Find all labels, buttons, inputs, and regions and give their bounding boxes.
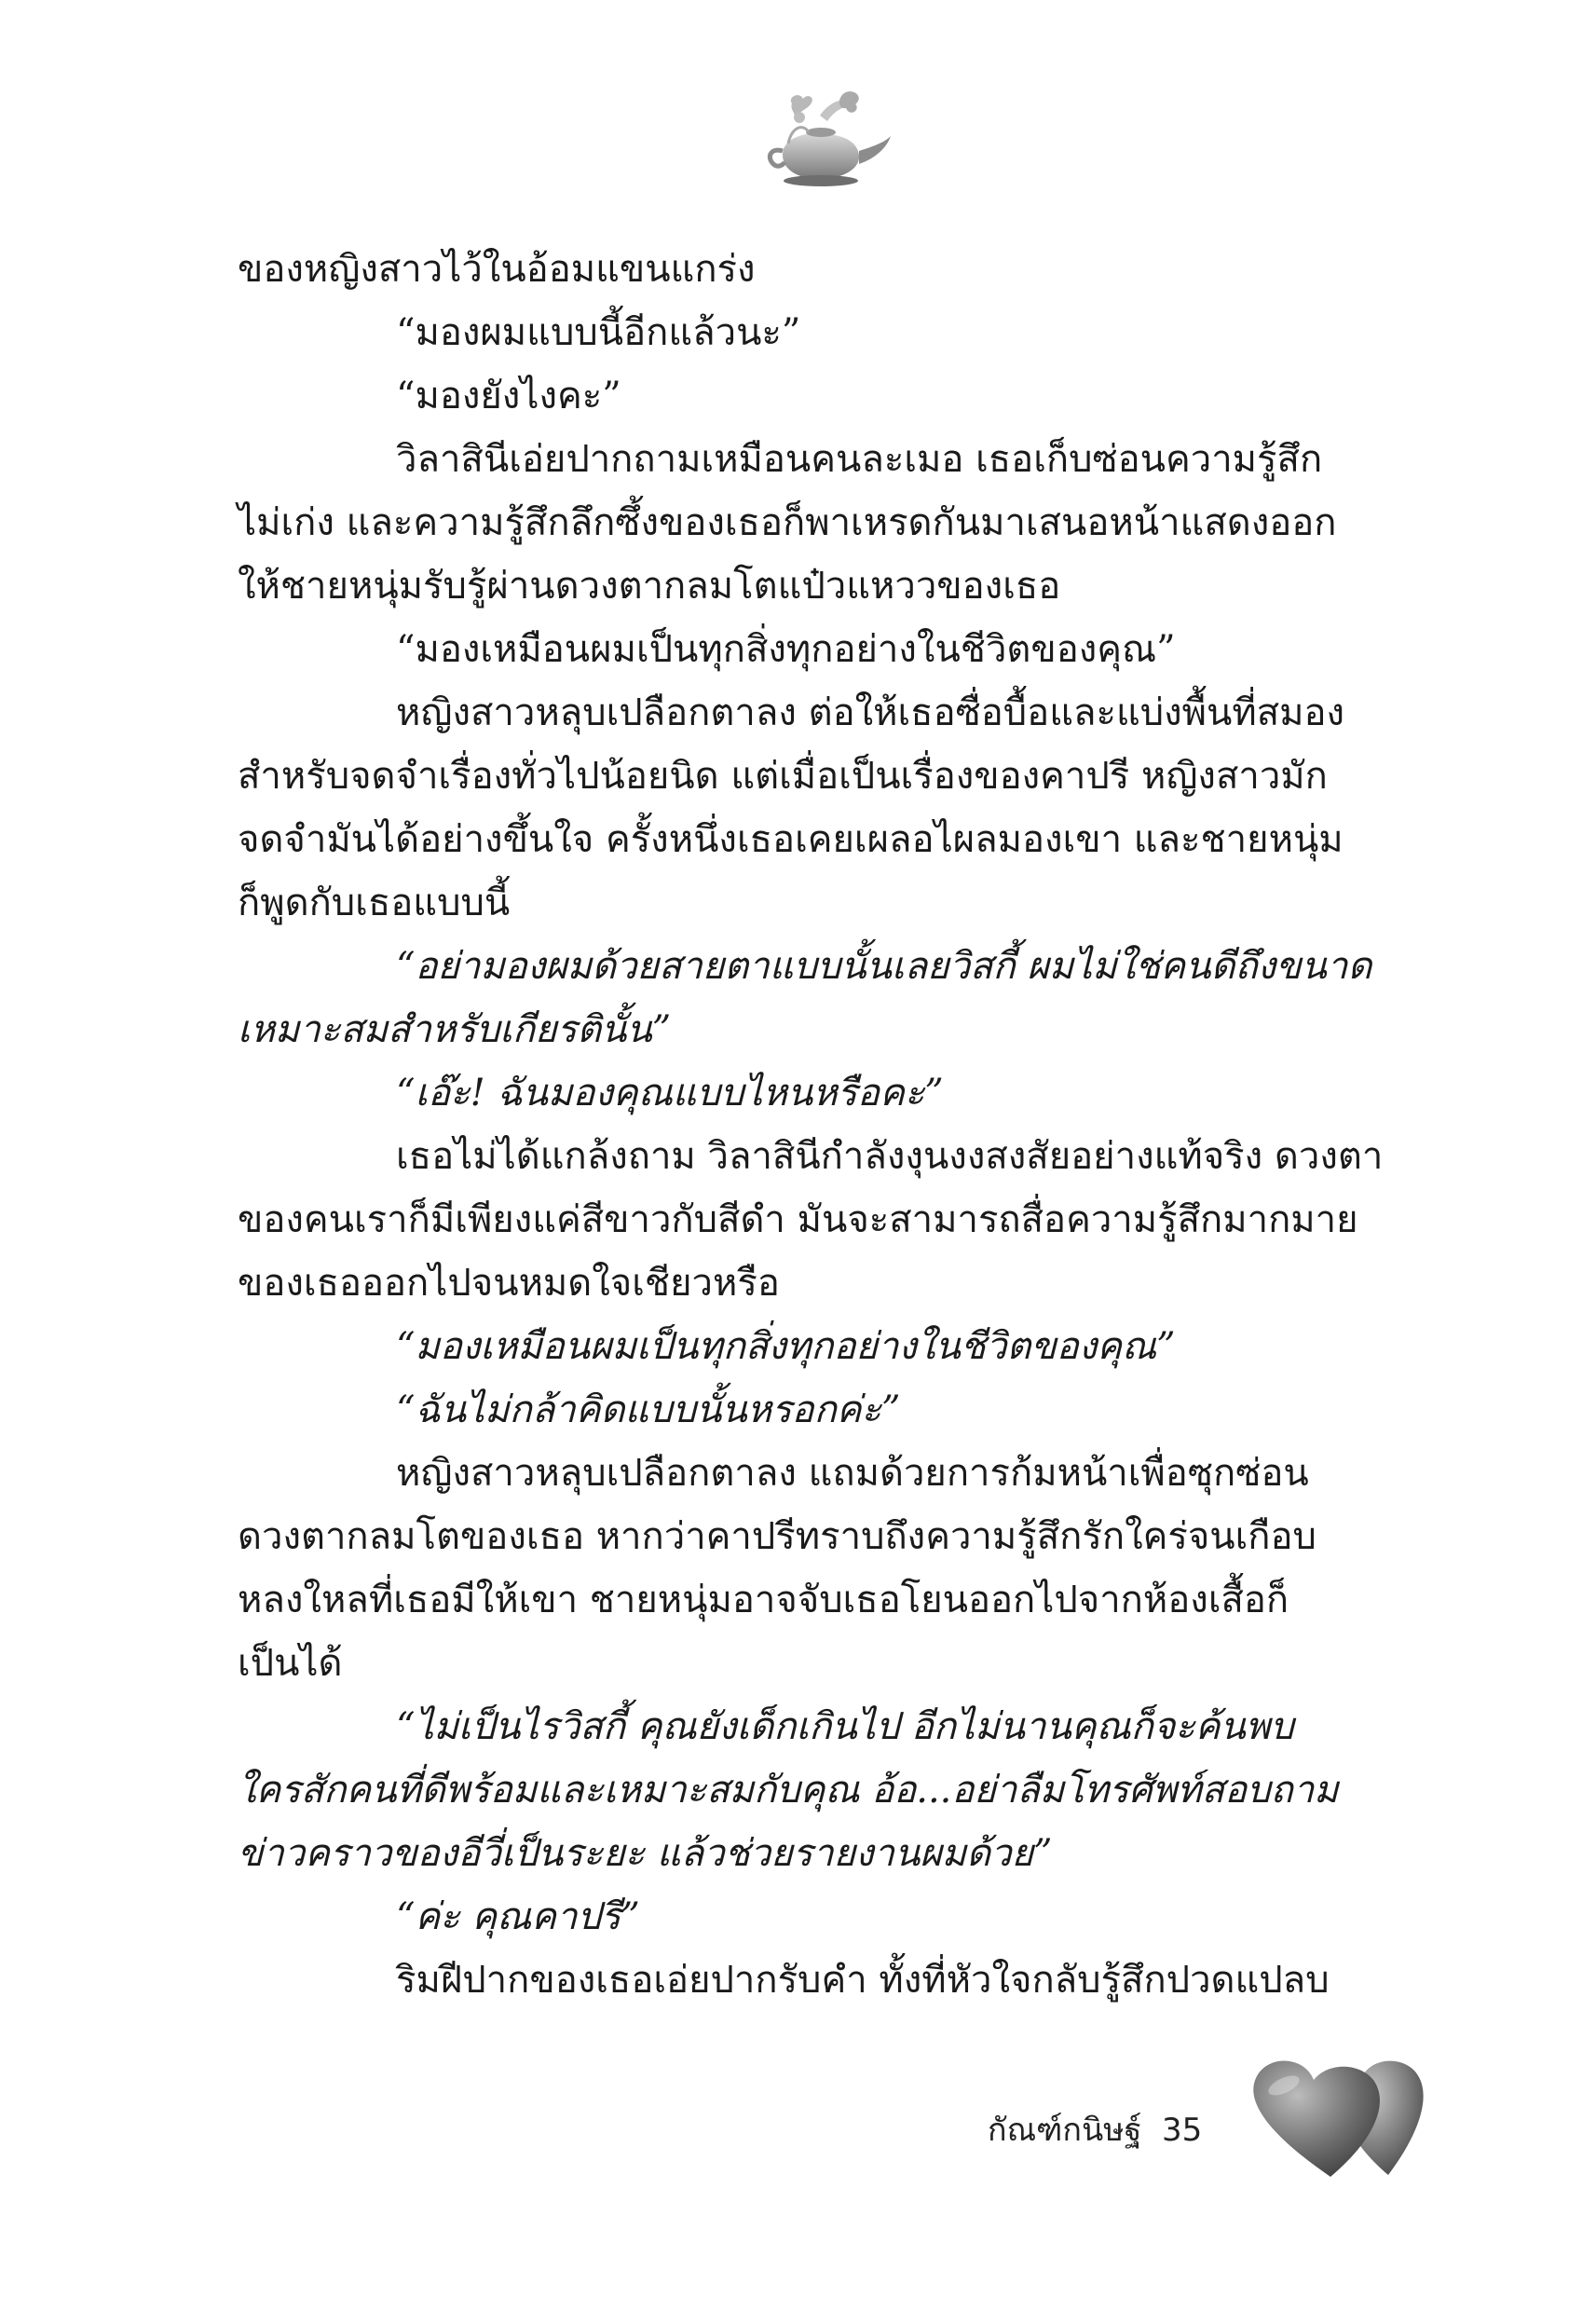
text-line: จดจำมันได้อย่างขึ้นใจ ครั้งหนึ่งเธอเคยเผลอไผลมองเขา และชายหนุ่ม (238, 818, 1344, 861)
page-footer (988, 2104, 1202, 2154)
text-line: “มองผมแบบนี้อีกแล้วนะ” (396, 311, 801, 354)
book-title: กัณฑ์กนิษฐ์ (988, 2112, 1142, 2149)
text-line: “เอ๊ะ! ฉันมองคุณแบบไหนหรือคะ” (396, 1072, 944, 1114)
page-body (238, 238, 1402, 2012)
text-line: “มองยังไงคะ” (396, 375, 621, 417)
text-line: เธอไม่ได้แกล้งถาม วิลาสินีกำลังงุนงงสงสัยอย่างแท้จริง ดวงตา (396, 1135, 1384, 1178)
page-number: 35 (1161, 2112, 1203, 2149)
text-line: “อย่ามองผมด้วยสายตาแบบนั้นเลยวิสกี้ ผมไม่ใช่คนดีถึงขนาด (396, 945, 1372, 988)
text-line: ของคนเราก็มีเพียงแค่สีขาวกับสีดำ มันจะสามารถสื่อความรู้สึกมากมาย (238, 1198, 1358, 1241)
text-line: ข่าวคราวของอีวี่เป็นระยะ แล้วช่วยรายงานผมด้วย” (238, 1832, 1053, 1875)
text-line: ไม่เก่ง และความรู้สึกลึกซึ้งของเธอก็พาเหรดกันมาเสนอหน้าแสดงออก (238, 501, 1337, 544)
text-line: ดวงตากลมโตของเธอ หากว่าคาปรีทราบถึงความรู้สึกรักใคร่จนเกือบ (238, 1515, 1316, 1558)
text-line: เป็นได้ (238, 1642, 343, 1685)
teapot-fairy-icon (755, 89, 894, 201)
text-line: หลงใหลที่เธอมีให้เขา ชายหนุ่มอาจจับเธอโยนออกไปจากห้องเสื้อก็ (238, 1579, 1289, 1621)
text-line: “ค่ะ คุณคาปรี” (396, 1895, 640, 1938)
text-line: ใครสักคนที่ดีพร้อมและเหมาะสมกับคุณ อ้อ...อย่าลืมโทรศัพท์สอบถาม (238, 1769, 1339, 1812)
text-line: “มองเหมือนผมเป็นทุกสิ่งทุกอย่างในชีวิตของคุณ” (396, 1325, 1176, 1368)
text-line: หญิงสาวหลุบเปลือกตาลง ต่อให้เธอซื่อบื้อและแบ่งพื้นที่สมอง (396, 691, 1345, 734)
text-line: ก็พูดกับเธอแบบนี้ (238, 882, 511, 924)
text-line: “ไม่เป็นไรวิสกี้ คุณยังเด็กเกินไป อีกไม่นานคุณก็จะค้นพบ (396, 1705, 1294, 1748)
text-line: “มองเหมือนผมเป็นทุกสิ่งทุกอย่างในชีวิตของคุณ” (396, 628, 1176, 671)
text-line: ของหญิงสาวไว้ในอ้อมแขนแกร่ง (238, 248, 756, 291)
text-line: สำหรับจดจำเรื่องทั่วไปน้อยนิด แต่เมื่อเป็นเรื่องของคาปรี หญิงสาวมัก (238, 755, 1328, 798)
text-line: เหมาะสมสำหรับเกียรตินั้น” (238, 1008, 672, 1051)
text-line: วิลาสินีเอ่ยปากถามเหมือนคนละเมอ เธอเก็บซ่อนความรู้สึก (396, 438, 1323, 481)
hearts-icon (1248, 2046, 1435, 2186)
text-line: ริมฝีปากของเธอเอ่ยปากรับคำ ทั้งที่หัวใจกลับรู้สึกปวดแปลบ (396, 1959, 1330, 2002)
text-line: “ฉันไม่กล้าคิดแบบนั้นหรอกค่ะ” (396, 1388, 901, 1431)
text-line: หญิงสาวหลุบเปลือกตาลง แถมด้วยการก้มหน้าเพื่อซุกซ่อน (396, 1452, 1309, 1495)
text-line: ให้ชายหนุ่มรับรู้ผ่านดวงตากลมโตแป๋วแหววของเธอ (238, 565, 1061, 608)
text-line: ของเธอออกไปจนหมดใจเชียวหรือ (238, 1262, 780, 1305)
